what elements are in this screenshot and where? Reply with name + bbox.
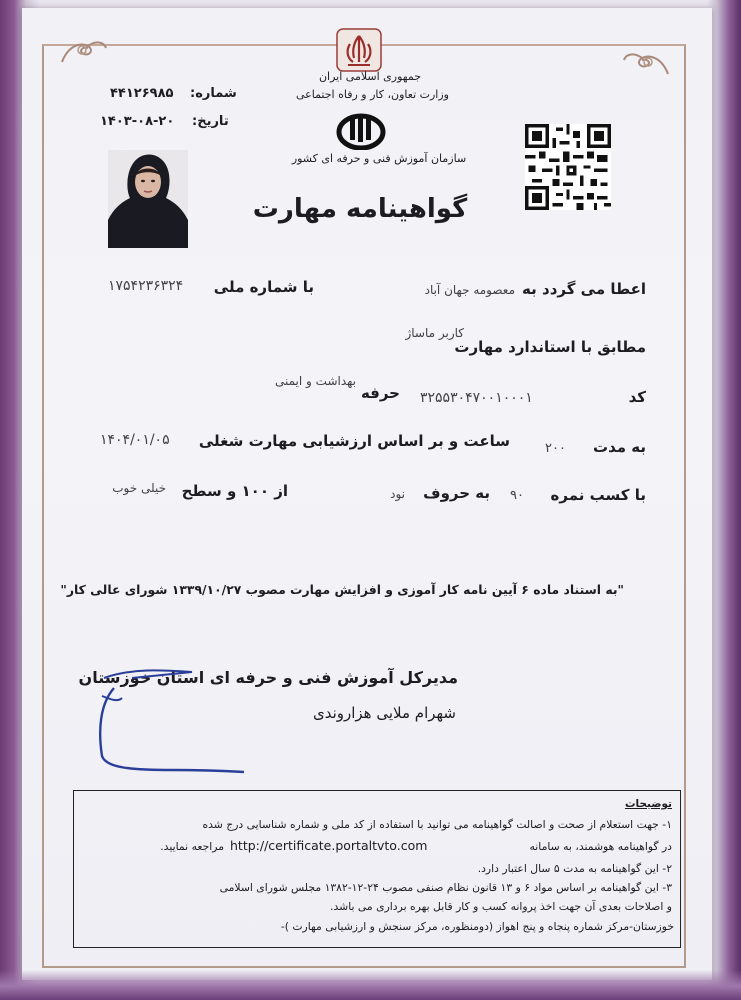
notes-heading: توضیحات bbox=[624, 798, 672, 810]
center-address: خوزستان-مرکز شماره پنجاه و پنج اهواز (دومنظوره، مرکز سنجش و ارزشیابی مهارت )- bbox=[280, 920, 674, 933]
signatory-title: مدیرکل آموزش فنی و حرفه ای استان خوزستان bbox=[78, 668, 458, 687]
evaluation-date: ۱۴۰۴/۰۱/۰۵ bbox=[100, 432, 170, 448]
standard-label: مطابق با استاندارد مهارت bbox=[454, 338, 646, 356]
corner-ornament-top-right-icon bbox=[620, 48, 672, 78]
recipient-name: معصومه جهان آباد bbox=[424, 283, 515, 297]
level-label: از ۱۰۰ و سطح bbox=[181, 482, 288, 500]
organization-name: سازمان آموزش فنی و حرفه ای کشور bbox=[291, 152, 467, 165]
iran-emblem-icon bbox=[336, 28, 382, 72]
date-label: تاریخ: bbox=[192, 114, 229, 129]
standard-name: کاربر ماساژ bbox=[405, 326, 464, 340]
score-words: نود bbox=[390, 487, 405, 501]
regulation-statement: "به استناد ماده ۶ آیین نامه کار آموزی و افزایش مهارت مصوب ۱۳۳۹/۱۰/۲۷ شورای عالی کار" bbox=[60, 582, 624, 597]
qr-code bbox=[522, 124, 614, 210]
verification-link[interactable]: http://certificate.portaltvto.com bbox=[230, 838, 428, 853]
trade-label: حرفه bbox=[360, 384, 400, 402]
notes-line-2a: در گواهینامه هوشمند، به سامانه bbox=[529, 840, 672, 853]
duration-value: ۲۰۰ bbox=[545, 441, 566, 456]
tvto-logo-icon bbox=[336, 110, 386, 150]
code-value: ۳۲۵۵۳۰۴۷۰۰۱۰۰۰۱ bbox=[420, 390, 533, 406]
issued-label: اعطا می گردد به bbox=[522, 280, 646, 298]
notes-line-2b: مراجعه نمایید. bbox=[160, 840, 224, 853]
folder-edge-right bbox=[707, 0, 741, 1000]
holder-photo bbox=[108, 150, 188, 248]
words-label: به حروف bbox=[423, 484, 490, 502]
national-id: ۱۷۵۴۲۳۶۳۲۴ bbox=[108, 278, 184, 294]
notes-line-1: ۱- جهت استعلام از صحت و اصالت گواهینامه می توانید با استفاده از کد ملی و شماره شناسایی درج شده bbox=[202, 818, 672, 831]
signatory-name: شهرام ملایی هزاروندی bbox=[312, 704, 456, 722]
notes-line-5: و اصلاحات بعدی آن جهت اخذ پروانه کسب و کار قابل بهره برداری می باشد. bbox=[330, 900, 672, 913]
score-label: با کسب نمره bbox=[550, 486, 646, 504]
level-value: خیلی خوب bbox=[112, 481, 166, 495]
folder-edge-bottom bbox=[0, 970, 741, 1000]
duration-label: به مدت bbox=[593, 438, 646, 456]
national-id-label: با شماره ملی bbox=[213, 278, 314, 296]
number-value: ۴۴۱۲۶۹۸۵ bbox=[110, 86, 174, 101]
notes-line-4: ۳- این گواهینامه بر اساس مواد ۶ و ۱۳ قانون نظام صنفی مصوب ۲۴-۱۲-۱۳۸۲ مجلس شورای اسلامی bbox=[219, 881, 672, 894]
duration-text: ساعت و بر اساس ارزشیابی مهارت شغلی bbox=[198, 432, 510, 450]
handwritten-signature bbox=[92, 660, 252, 778]
code-label: کد bbox=[628, 388, 646, 406]
notes-line-3: ۲- این گواهینامه به مدت ۵ سال اعتبار دارد. bbox=[477, 862, 672, 875]
certificate-title: گواهینامه مهارت bbox=[252, 194, 468, 224]
corner-ornament-top-left-icon bbox=[58, 36, 110, 66]
trade-name: بهداشت و ایمنی bbox=[275, 374, 356, 388]
date-value: ۱۴۰۳-۰۸-۲۰ bbox=[100, 114, 175, 129]
ministry-name: وزارت تعاون، کار و رفاه اجتماعی bbox=[295, 88, 449, 101]
score-value: ۹۰ bbox=[510, 488, 524, 503]
country-name: جمهوری اسلامی ایران bbox=[318, 70, 422, 83]
number-label: شماره: bbox=[190, 86, 237, 101]
